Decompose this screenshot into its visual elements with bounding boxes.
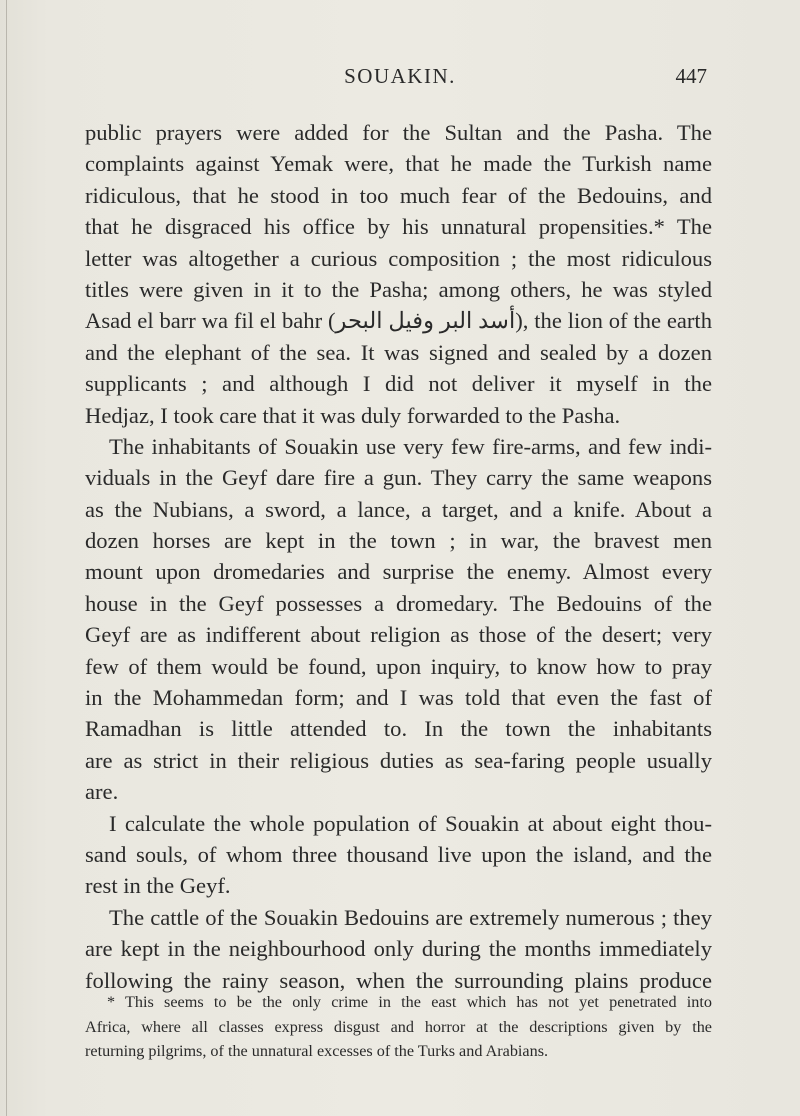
paragraph-start-line: The cattle of the Souakin Bedouins are extremely numerous ; they [109,904,712,930]
paragraph-start-line: The inhabitants of Souakin use very few fire-arms, and few indi- [109,433,712,459]
text-line: supplicants ; and although I did not deliver it myself in the [85,371,712,397]
body-text [85,117,712,996]
paragraph-start-line: I calculate the whole population of Souakin at about eight thou- [109,810,712,836]
footnote [85,990,712,1064]
text-line: public prayers were added for the Sultan and the Pasha. The [85,120,712,145]
text-line: mount upon dromedaries and surprise the enemy. Almost every [85,559,712,585]
text-line: ridiculous, that he stood in too much fear of the Bedouins, and [85,182,712,208]
paragraph-end-line: Hedjaz, I took care that it was duly forwarded to the Pasha. [85,402,621,428]
text-line: letter was altogether a curious composition ; the most ridiculous [85,245,712,271]
text-line: are as strict in their religious duties as sea-faring people usually [85,747,712,773]
footnote-line: * This seems to be the only crime in the east which has not yet penetrated into [107,993,712,1011]
text-line: sand souls, of whom three thousand live upon the island, and the [85,841,712,867]
paragraph-end-line: are. [85,779,119,805]
page-number: 447 [675,64,707,88]
paragraph-end-line: rest in the Geyf. [85,873,231,899]
text-line: few of them would be found, upon inquiry, to know how to pray [85,653,712,679]
text-line: house in the Geyf possesses a dromedary. The Bedouins of the [85,590,712,616]
running-head [0,64,800,94]
footnote-line: Africa, where all classes express disgust and horror at the descriptions given by the [85,1017,712,1036]
text-line: following the rainy season, when the surrounding plains produce [85,967,712,993]
text-line: and the elephant of the sea. It was signed and sealed by a dozen [85,339,712,365]
running-head-title: SOUAKIN. [344,64,456,88]
text-line: in the Mohammedan form; and I was told that even the fast of [85,685,712,711]
text-line: are kept in the neighbourhood only during the months immediately [85,936,712,962]
text-line: complaints against Yemak were, that he made the Turkish name [85,151,712,177]
text-line-with-arabic: Asad el barr wa fil el bahr (أسد البر وفيل البحر), the lion of the earth [85,308,712,334]
text-line: as the Nubians, a sword, a lance, a target, and a knife. About a [85,496,712,522]
footnote-line: returning pilgrims, of the unnatural excesses of the Turks and Arabians. [85,1042,549,1060]
text-line: that he disgraced his office by his unnatural propensities.* The [85,214,712,240]
text-line: Ramadhan is little attended to. In the town the inhabitants [85,716,712,742]
text-line: viduals in the Geyf dare fire a gun. They carry the same weapons [85,465,712,491]
page-edge-divider [6,0,7,1116]
text-line: Geyf are as indifferent about religion as those of the desert; very [85,622,712,648]
text-line: titles were given in it to the Pasha; among others, he was styled [85,276,712,302]
text-line: dozen horses are kept in the town ; in war, the bravest men [85,528,712,554]
